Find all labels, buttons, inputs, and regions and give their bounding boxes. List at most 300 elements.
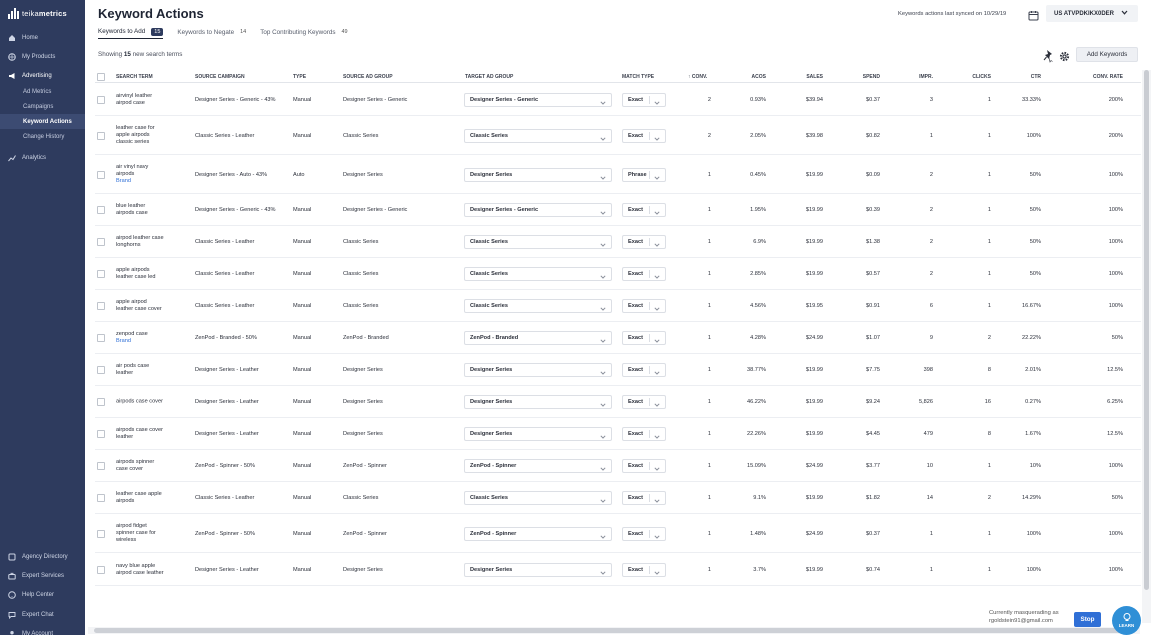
source-campaign-cell: ZenPod - Branded - 50% xyxy=(195,335,257,341)
impr-cell: 2 xyxy=(929,207,933,213)
sync-status: Keywords actions last synced on 10/29/19 xyxy=(898,11,1007,17)
logo[interactable] xyxy=(8,8,67,19)
clicks-cell: 1 xyxy=(987,132,991,139)
source-campaign-cell: Classic Series - Leather xyxy=(195,303,255,309)
ctr-cell: 50% xyxy=(1029,239,1041,245)
sales-cell: $24.99 xyxy=(805,463,823,469)
chevron-down-icon xyxy=(600,98,606,110)
sidebar-item-label: My Account xyxy=(22,631,54,635)
results-summary xyxy=(98,51,182,58)
spend-cell: $1.38 xyxy=(866,239,880,245)
match-type-select[interactable] xyxy=(622,331,666,345)
impr-cell: 14 xyxy=(926,495,933,501)
type-cell: Manual xyxy=(293,239,312,245)
stop-masquerade-button[interactable]: Stop xyxy=(1074,612,1101,627)
column-header-type[interactable]: TYPE xyxy=(293,74,307,80)
sidebar-item-expert-chat[interactable] xyxy=(0,606,85,624)
sales-cell: $19.99 xyxy=(805,399,823,405)
target-ad-group-value: Classic Series xyxy=(470,132,508,139)
impr-cell: 9 xyxy=(929,335,933,341)
chevron-down-icon xyxy=(600,240,606,252)
sidebar-item-help-center[interactable] xyxy=(0,586,85,604)
target-ad-group-select[interactable] xyxy=(464,363,612,377)
match-type-select[interactable] xyxy=(622,129,666,143)
learn-label: LEARN xyxy=(1118,623,1135,628)
source-campaign-cell: Classic Series - Leather xyxy=(195,271,255,277)
search-term-text: airpods spinner case cover xyxy=(116,458,155,472)
source-campaign-cell: ZenPod - Spinner - 50% xyxy=(195,463,256,469)
impr-cell: 1 xyxy=(929,530,933,537)
row-checkbox[interactable] xyxy=(97,96,105,104)
impr-cell: 6 xyxy=(929,303,933,309)
tab-keywords-to-add[interactable] xyxy=(98,25,163,39)
chevron-down-icon xyxy=(654,98,660,110)
column-header-label: CONV. xyxy=(691,74,708,80)
sales-cell: $19.99 xyxy=(805,271,823,277)
search-term-cell xyxy=(116,203,164,217)
source-ad-group-cell: Designer Series xyxy=(343,399,383,405)
logo-text-suffix: metrics xyxy=(38,9,67,18)
tab-label: Keywords to Negate xyxy=(177,28,235,36)
table-row xyxy=(95,450,1141,482)
acos-cell: 4.56% xyxy=(750,303,766,309)
type-cell: Manual xyxy=(293,207,312,213)
target-ad-group-select[interactable] xyxy=(464,129,612,143)
chevron-down-icon xyxy=(600,304,606,316)
spend-cell: $7.75 xyxy=(866,367,880,373)
chevron-down-icon xyxy=(600,173,606,185)
table-row xyxy=(95,226,1141,258)
sidebar-item-campaigns[interactable] xyxy=(0,99,85,114)
row-checkbox[interactable] xyxy=(97,530,105,538)
search-term-cell xyxy=(116,523,164,545)
clicks-cell: 8 xyxy=(987,431,991,437)
source-ad-group-cell: Designer Series - Generic xyxy=(343,97,408,103)
row-checkbox[interactable] xyxy=(97,171,105,179)
match-type-select[interactable] xyxy=(622,363,666,377)
impr-cell: 398 xyxy=(923,367,933,373)
column-header-spend[interactable]: SPEND xyxy=(862,74,880,80)
search-term-text: leather case apple airpods xyxy=(116,490,162,504)
sales-cell: $24.99 xyxy=(805,335,823,341)
megaphone-icon xyxy=(7,72,16,81)
source-ad-group-cell: Classic Series xyxy=(343,239,379,245)
target-ad-group-select[interactable] xyxy=(464,491,612,505)
impr-cell: 1 xyxy=(929,566,933,573)
search-term-text: blue leather airpods case xyxy=(116,202,148,216)
type-cell: Manual xyxy=(293,463,312,469)
tab-top-contributing-keywords[interactable] xyxy=(260,25,347,39)
sidebar-item-agency-directory[interactable] xyxy=(0,548,85,566)
clicks-cell: 1 xyxy=(987,566,991,573)
conv-rate-cell: 50% xyxy=(1111,335,1123,341)
column-header-clicks[interactable]: CLICKS xyxy=(972,74,991,80)
chevron-down-icon xyxy=(600,532,606,544)
source-ad-group-cell: Designer Series xyxy=(343,431,383,437)
type-cell: Manual xyxy=(293,530,312,537)
conv-rate-cell: 100% xyxy=(1108,271,1123,277)
impr-cell: 5,826 xyxy=(919,399,933,405)
sidebar-item-keyword-actions[interactable] xyxy=(0,114,85,129)
row-checkbox[interactable] xyxy=(97,132,105,140)
source-campaign-cell: Designer Series - Leather xyxy=(195,566,259,573)
sales-cell: $19.99 xyxy=(805,566,823,573)
spend-cell: $9.24 xyxy=(866,399,880,405)
match-type-select[interactable] xyxy=(622,491,666,505)
sidebar-item-change-history[interactable] xyxy=(0,129,85,144)
match-type-select[interactable] xyxy=(622,395,666,409)
table-row xyxy=(95,386,1141,418)
target-ad-group-select[interactable] xyxy=(464,235,612,249)
row-checkbox[interactable] xyxy=(97,334,105,342)
match-type-select[interactable] xyxy=(622,427,666,441)
scrollbar-thumb[interactable] xyxy=(1144,70,1149,590)
select-divider xyxy=(649,494,650,502)
chart-icon xyxy=(7,154,16,163)
acos-cell: 2.85% xyxy=(750,271,766,277)
match-type-value: Exact xyxy=(628,207,643,213)
match-type-value: Exact xyxy=(628,463,643,469)
target-ad-group-value: Classic Series xyxy=(470,303,508,309)
match-type-select[interactable] xyxy=(622,168,666,182)
clicks-cell: 2 xyxy=(987,495,991,501)
gear-icon[interactable] xyxy=(1059,49,1070,60)
row-checkbox[interactable] xyxy=(97,302,105,310)
search-term-cell xyxy=(116,267,164,281)
target-ad-group-select[interactable] xyxy=(464,563,612,577)
column-header-ctr[interactable]: CTR xyxy=(1030,74,1041,80)
brand-tag[interactable]: Brand xyxy=(116,338,131,344)
row-checkbox[interactable] xyxy=(97,366,105,374)
masquerade-notice xyxy=(989,610,1059,625)
column-header-match-type[interactable]: MATCH TYPE xyxy=(622,74,655,80)
table-row xyxy=(95,116,1141,155)
chevron-down-icon xyxy=(654,464,660,476)
conv-rate-cell: 100% xyxy=(1108,171,1123,178)
select-divider xyxy=(649,334,650,342)
conv-rate-cell: 12.5% xyxy=(1107,367,1123,373)
chevron-down-icon xyxy=(1121,10,1128,17)
ctr-cell: 50% xyxy=(1029,207,1041,213)
search-term-cell xyxy=(116,331,164,345)
type-cell: Manual xyxy=(293,367,312,373)
pin-icon[interactable] xyxy=(1043,49,1055,63)
target-ad-group-select[interactable] xyxy=(464,427,612,441)
main-content xyxy=(85,0,1153,635)
table-row xyxy=(95,482,1141,514)
column-header-conv[interactable] xyxy=(688,74,707,80)
learn-button[interactable] xyxy=(1112,606,1141,635)
conv-cell: 1 xyxy=(707,367,711,373)
row-checkbox[interactable] xyxy=(97,238,105,246)
source-campaign-cell: Designer Series - Generic - 43% xyxy=(195,207,276,213)
ctr-cell: 1.67% xyxy=(1025,431,1041,437)
match-type-value: Exact xyxy=(628,239,643,245)
chevron-down-icon xyxy=(654,208,660,220)
chevron-down-icon xyxy=(654,532,660,544)
spend-cell: $0.09 xyxy=(866,171,880,178)
clicks-cell: 16 xyxy=(984,399,991,405)
match-type-select[interactable] xyxy=(622,299,666,313)
spend-cell: $0.82 xyxy=(866,132,880,139)
source-ad-group-cell: Designer Series xyxy=(343,171,383,178)
source-ad-group-cell: Classic Series xyxy=(343,271,379,277)
acos-cell: 22.26% xyxy=(747,431,766,437)
sidebar-item-expert-services[interactable] xyxy=(0,567,85,585)
chevron-down-icon xyxy=(654,272,660,284)
search-term-cell xyxy=(116,491,164,505)
clicks-cell: 1 xyxy=(987,171,991,178)
target-ad-group-select[interactable] xyxy=(464,203,612,217)
target-ad-group-select[interactable] xyxy=(464,459,612,473)
select-all-checkbox[interactable] xyxy=(97,73,105,81)
source-campaign-cell: Designer Series - Leather xyxy=(195,431,259,437)
chevron-down-icon xyxy=(600,368,606,380)
globe-icon xyxy=(7,53,16,62)
source-campaign-cell: Designer Series - Generic - 43% xyxy=(195,97,276,103)
source-ad-group-cell: Classic Series xyxy=(343,495,379,501)
sales-cell: $19.99 xyxy=(805,495,823,501)
ctr-cell: 10% xyxy=(1029,463,1041,469)
column-header-conv-rate[interactable]: CONV. RATE xyxy=(1092,74,1123,80)
table-row xyxy=(95,155,1141,194)
row-checkbox[interactable] xyxy=(97,430,105,438)
chevron-down-icon xyxy=(654,304,660,316)
scrollbar-thumb[interactable] xyxy=(94,628,1134,633)
clicks-cell: 8 xyxy=(987,367,991,373)
type-cell: Auto xyxy=(293,171,305,178)
results-count: 15 xyxy=(123,51,131,58)
match-type-select[interactable] xyxy=(622,459,666,473)
calendar-sync-icon[interactable] xyxy=(1028,8,1039,19)
acos-cell: 4.28% xyxy=(750,335,766,341)
select-divider xyxy=(649,462,650,470)
match-type-select[interactable] xyxy=(622,267,666,281)
source-campaign-cell: Designer Series - Leather xyxy=(195,399,259,405)
match-type-value: Exact xyxy=(628,303,643,309)
tab-count-badge: 14 xyxy=(240,29,247,35)
sidebar-item-label: Expert Chat xyxy=(22,612,54,618)
chevron-down-icon xyxy=(600,336,606,348)
sidebar-item-label: Expert Services xyxy=(22,573,65,579)
ctr-cell: 16.67% xyxy=(1022,303,1041,309)
conv-cell: 2 xyxy=(707,132,711,139)
target-ad-group-value: Classic Series xyxy=(470,239,508,245)
select-divider xyxy=(649,238,650,246)
impr-cell: 2 xyxy=(929,239,933,245)
spend-cell: $3.77 xyxy=(866,463,880,469)
sales-cell: $19.99 xyxy=(805,431,823,437)
clicks-cell: 1 xyxy=(987,239,991,245)
sales-cell: $19.99 xyxy=(805,171,823,178)
impr-cell: 1 xyxy=(929,132,933,139)
add-keywords-button[interactable]: Add Keywords xyxy=(1076,47,1138,62)
target-ad-group-value: ZenPod - Spinner xyxy=(470,463,517,469)
search-term-cell xyxy=(116,125,164,147)
match-type-value: Exact xyxy=(628,132,643,139)
conv-cell: 1 xyxy=(707,399,711,405)
ctr-cell: 2.01% xyxy=(1025,367,1041,373)
target-ad-group-select[interactable] xyxy=(464,527,612,541)
sales-cell: $39.94 xyxy=(805,97,823,103)
row-checkbox[interactable] xyxy=(97,206,105,214)
briefcase-icon xyxy=(7,572,16,581)
table-row xyxy=(95,553,1141,586)
search-term-text: airpods case cover leather xyxy=(116,426,163,440)
target-ad-group-select[interactable] xyxy=(464,168,612,182)
conv-cell: 1 xyxy=(707,335,711,341)
chevron-down-icon xyxy=(600,134,606,146)
tab-label: Top Contributing Keywords xyxy=(260,28,336,36)
search-term-cell xyxy=(116,93,164,107)
spend-cell: $0.37 xyxy=(866,530,880,537)
sidebar-item-home[interactable] xyxy=(0,29,85,47)
acos-cell: 6.9% xyxy=(753,239,766,245)
target-ad-group-select[interactable] xyxy=(464,299,612,313)
spend-cell: $0.39 xyxy=(866,207,880,213)
conv-rate-cell: 100% xyxy=(1108,530,1123,537)
search-term-text: apple airpod leather case cover xyxy=(116,298,162,312)
sidebar-item-label: Ad Metrics xyxy=(23,88,52,95)
logo-text-prefix: teika xyxy=(22,9,39,18)
table-row xyxy=(95,354,1141,386)
sidebar-item-my-account[interactable] xyxy=(0,625,85,635)
search-term-cell xyxy=(116,164,164,186)
match-type-value: Exact xyxy=(628,335,643,341)
acos-cell: 0.93% xyxy=(750,97,766,103)
conv-rate-cell: 200% xyxy=(1108,132,1123,139)
row-checkbox[interactable] xyxy=(97,270,105,278)
type-cell: Manual xyxy=(293,97,312,103)
target-ad-group-select[interactable] xyxy=(464,93,612,107)
acos-cell: 38.77% xyxy=(747,367,766,373)
row-checkbox[interactable] xyxy=(97,494,105,502)
match-type-select[interactable] xyxy=(622,563,666,577)
target-ad-group-value: ZenPod - Spinner xyxy=(470,530,517,537)
column-header-source-ad-group[interactable]: SOURCE AD GROUP xyxy=(343,74,393,80)
column-header-search-term[interactable]: SEARCH TERM xyxy=(116,74,153,80)
ctr-cell: 0.27% xyxy=(1025,399,1041,405)
match-type-value: Exact xyxy=(628,271,643,277)
chevron-down-icon xyxy=(654,568,660,580)
type-cell: Manual xyxy=(293,399,312,405)
match-type-select[interactable] xyxy=(622,203,666,217)
match-type-select[interactable] xyxy=(622,527,666,541)
account-selector[interactable] xyxy=(1046,5,1138,22)
column-header-source-campaign[interactable]: SOURCE CAMPAIGN xyxy=(195,74,245,80)
column-header-acos[interactable]: ACOS xyxy=(751,74,766,80)
type-cell: Manual xyxy=(293,431,312,437)
match-type-value: Exact xyxy=(628,367,643,373)
match-type-select[interactable] xyxy=(622,93,666,107)
search-term-text: airpod fidget spinner case for wireless xyxy=(116,522,156,544)
ctr-cell: 50% xyxy=(1029,271,1041,277)
source-campaign-cell: ZenPod - Spinner - 50% xyxy=(195,530,256,537)
spend-cell: $1.07 xyxy=(866,335,880,341)
table-row xyxy=(95,322,1141,354)
source-campaign-cell: Classic Series - Leather xyxy=(195,495,255,501)
target-ad-group-select[interactable] xyxy=(464,331,612,345)
spend-cell: $0.57 xyxy=(866,271,880,277)
sidebar-item-my-products[interactable] xyxy=(0,48,85,66)
ctr-cell: 14.29% xyxy=(1022,495,1041,501)
vertical-scrollbar[interactable] xyxy=(1142,70,1151,623)
source-campaign-cell: Designer Series - Auto - 43% xyxy=(195,171,268,178)
chevron-down-icon xyxy=(600,568,606,580)
target-ad-group-select[interactable] xyxy=(464,267,612,281)
select-divider xyxy=(649,270,650,278)
chevron-down-icon xyxy=(654,368,660,380)
brand-tag[interactable]: Brand xyxy=(116,178,131,185)
sales-cell: $19.99 xyxy=(805,207,823,213)
sidebar xyxy=(0,0,85,635)
target-ad-group-value: Classic Series xyxy=(470,495,508,501)
row-checkbox[interactable] xyxy=(97,566,105,574)
row-checkbox[interactable] xyxy=(97,398,105,406)
select-divider xyxy=(649,398,650,406)
impr-cell: 3 xyxy=(929,97,933,103)
row-checkbox[interactable] xyxy=(97,462,105,470)
search-term-text: air pods case leather xyxy=(116,362,150,376)
horizontal-scrollbar[interactable] xyxy=(88,627,1140,634)
sidebar-item-analytics[interactable] xyxy=(0,149,85,167)
source-ad-group-cell: ZenPod - Spinner xyxy=(343,463,387,469)
results-summary-suffix: new search terms xyxy=(132,51,183,58)
conv-cell: 1 xyxy=(707,530,711,537)
conv-rate-cell: 12.5% xyxy=(1107,431,1123,437)
sort-arrow-up-icon: ↑ xyxy=(688,74,692,80)
chevron-down-icon xyxy=(654,173,660,185)
sales-cell: $24.99 xyxy=(805,530,823,537)
target-ad-group-value: Designer Series xyxy=(470,566,513,573)
match-type-select[interactable] xyxy=(622,235,666,249)
source-ad-group-cell: Designer Series - Generic xyxy=(343,207,408,213)
conv-cell: 1 xyxy=(707,431,711,437)
table-row xyxy=(95,514,1141,553)
conv-rate-cell: 200% xyxy=(1108,97,1123,103)
chevron-down-icon xyxy=(654,336,660,348)
column-header-impr[interactable]: IMPR. xyxy=(919,74,933,80)
search-term-cell xyxy=(116,459,164,473)
acos-cell: 15.09% xyxy=(747,463,766,469)
type-cell: Manual xyxy=(293,335,312,341)
target-ad-group-select[interactable] xyxy=(464,395,612,409)
sidebar-item-advertising[interactable] xyxy=(0,67,85,85)
column-header-sales[interactable]: SALES xyxy=(806,74,823,80)
clicks-cell: 1 xyxy=(987,97,991,103)
impr-cell: 479 xyxy=(923,431,933,437)
column-header-target-ad-group[interactable]: TARGET AD GROUP xyxy=(465,74,514,80)
conv-cell: 1 xyxy=(707,303,711,309)
spend-cell: $0.91 xyxy=(866,303,880,309)
select-divider xyxy=(649,566,650,574)
search-term-cell xyxy=(116,363,164,377)
help-icon xyxy=(7,591,16,600)
match-type-value: Exact xyxy=(628,431,643,437)
source-ad-group-cell: Designer Series xyxy=(343,566,383,573)
conv-cell: 1 xyxy=(707,566,711,573)
sidebar-item-ad-metrics[interactable] xyxy=(0,84,85,99)
chevron-down-icon xyxy=(600,496,606,508)
clicks-cell: 2 xyxy=(987,335,991,341)
tab-keywords-to-negate[interactable] xyxy=(177,25,246,39)
search-term-text: air vinyl navy airpods xyxy=(116,163,149,177)
sales-cell: $19.99 xyxy=(805,367,823,373)
clicks-cell: 1 xyxy=(987,530,991,537)
select-divider xyxy=(649,171,650,179)
conv-rate-cell: 50% xyxy=(1111,495,1123,501)
sidebar-item-label: My Products xyxy=(22,54,56,60)
